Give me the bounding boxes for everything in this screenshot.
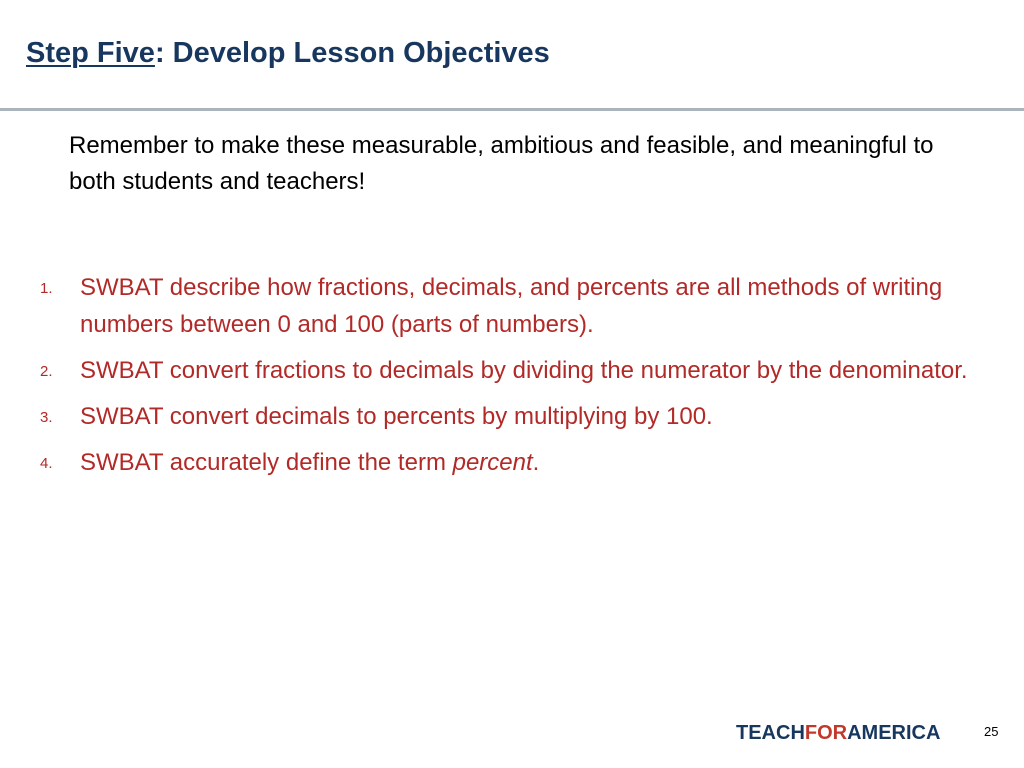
objective-text: SWBAT convert decimals to percents by multiplying by 100. (80, 403, 713, 430)
objective-text-emphasis: percent (452, 449, 533, 476)
slide-title (26, 33, 550, 73)
logo-teach: TEACH (736, 722, 805, 744)
title-divider (0, 108, 1024, 111)
objective-number: 4. (40, 455, 53, 472)
logo-america: AMERICA (847, 722, 941, 744)
objective-item (40, 444, 1015, 481)
teach-for-america-logo (736, 720, 940, 746)
objective-number: 1. (40, 280, 53, 297)
objective-item (40, 269, 1015, 343)
objective-text: SWBAT convert fractions to decimals by dividing the numerator by the denominator. (80, 357, 968, 384)
objective-text: SWBAT describe how fractions, decimals, and percents are all methods of writing numbers between 0 and 100 (parts of numbers). (80, 274, 943, 338)
objective-number: 3. (40, 409, 53, 426)
objectives-list (40, 269, 1015, 490)
objective-number: 2. (40, 363, 53, 380)
objective-item (40, 352, 1015, 389)
page-number: 25 (984, 724, 999, 739)
title-link[interactable]: Step Five (26, 37, 155, 69)
intro-text: Remember to make these measurable, ambitious and feasible, and meaningful to both students and teachers! (69, 132, 934, 195)
objective-text-before: SWBAT accurately define the term (80, 449, 453, 476)
logo-for: FOR (804, 722, 848, 744)
objective-item (40, 398, 1015, 435)
title-text: : Develop Lesson Objectives (154, 37, 550, 69)
objective-text-after: . (532, 449, 540, 476)
